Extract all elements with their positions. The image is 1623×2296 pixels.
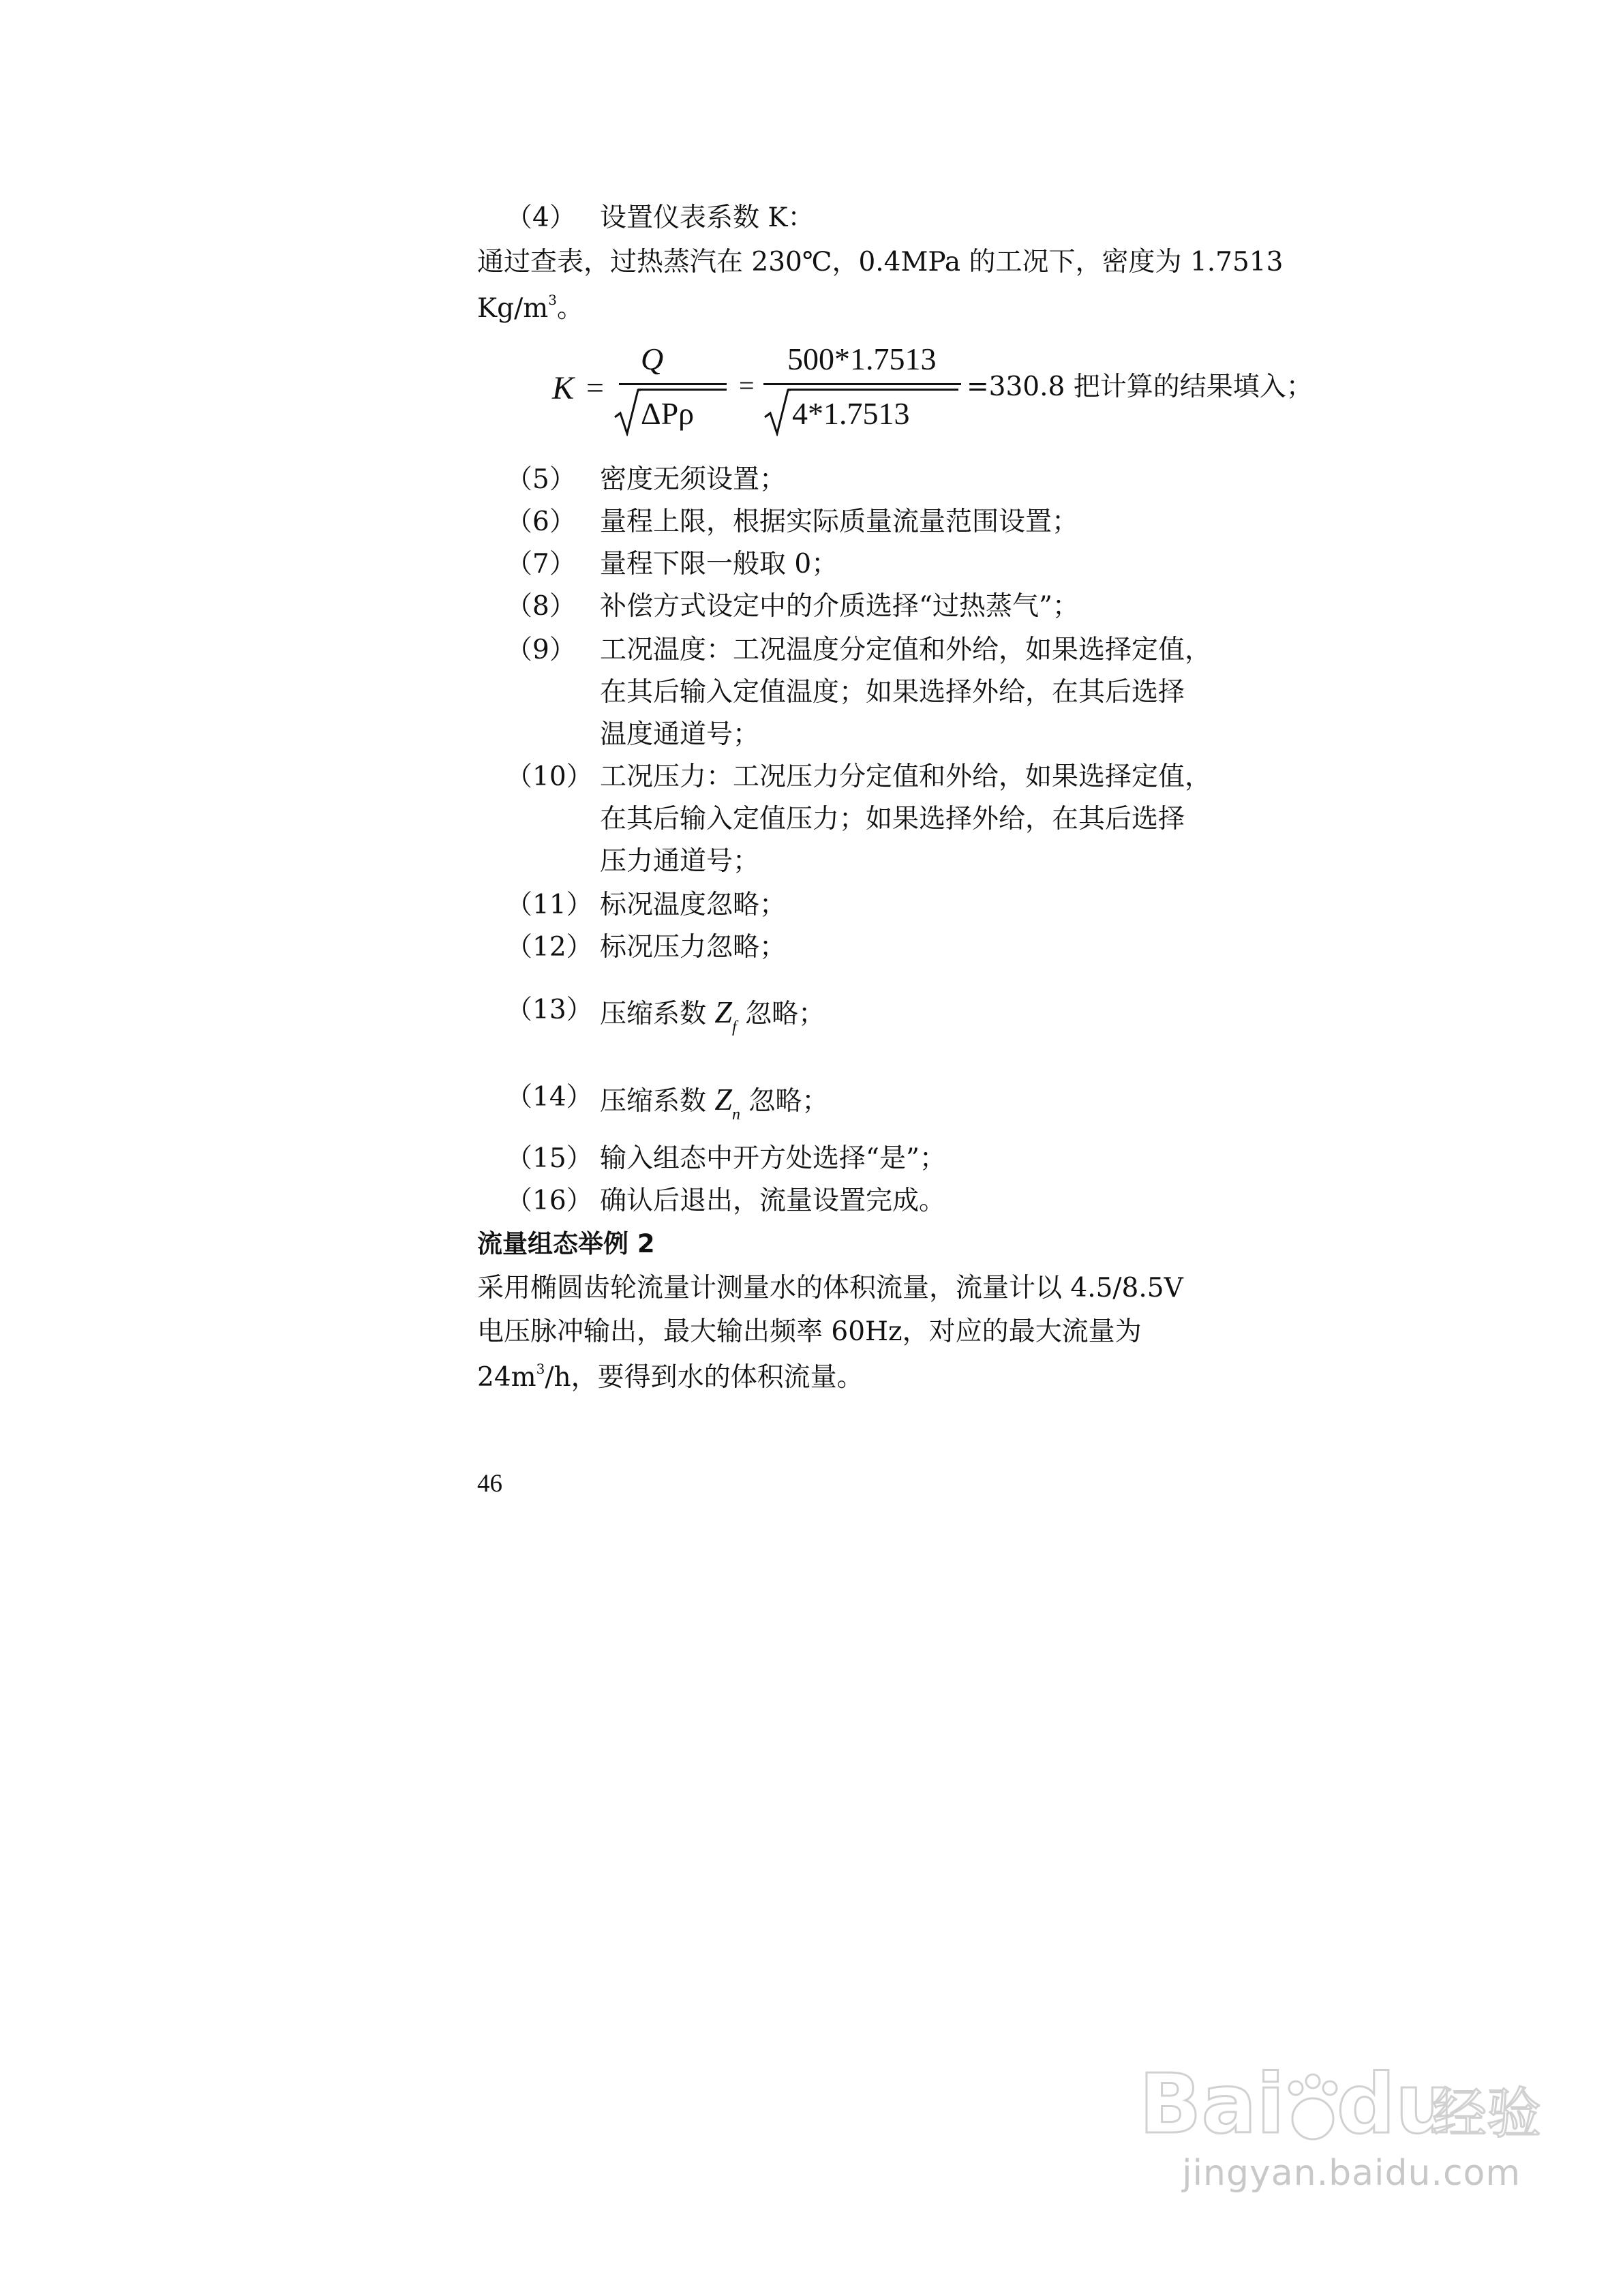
page-number: 46: [477, 1470, 502, 1498]
formula-numerator-2: 500*1.7513: [787, 342, 937, 376]
svg-text:Bai: Bai: [1139, 2057, 1285, 2152]
item-12-text: 标况压力忽略；: [600, 932, 787, 963]
item-10-number: （10）: [506, 761, 593, 792]
item-14-z: Z: [714, 1082, 732, 1117]
item-4-text: 设置仪表系数 K：: [600, 202, 815, 233]
item-16-number: （16）: [506, 1185, 593, 1216]
item-11-number: （11）: [506, 890, 593, 920]
item-13-number: （13）: [506, 995, 593, 1025]
formula-k: K: [552, 370, 575, 406]
item-8-number: （8）: [506, 591, 576, 622]
svg-text:经验: 经验: [1432, 2082, 1541, 2145]
item-13-text: 压缩系数 $Z_f$ 忽略；: [600, 995, 825, 1036]
item-5-number: （5）: [506, 464, 576, 495]
item-15-number: （15）: [506, 1143, 593, 1174]
formula-fraction-bar-1: [619, 383, 727, 385]
item-9-line-3: 温度通道号；: [600, 719, 760, 750]
formula-sqrt-overline-2: [788, 389, 958, 391]
svg-text:du: du: [1337, 2057, 1454, 2152]
density-paragraph-line-1: 通过查表，过热蒸汽在 230℃，0.4MPa 的工况下，密度为 1.7513: [477, 247, 1284, 277]
item-14-text: 压缩系数 $Z_n$ 忽略；: [600, 1082, 829, 1123]
example-2-line-3: $24m^3/h$，要得到水的体积流量。: [477, 1361, 864, 1393]
formula-denominator-2: 4*1.7513: [792, 396, 910, 431]
k-factor-formula: [539, 341, 1313, 436]
item-14-number: （14）: [506, 1082, 593, 1113]
formula-equals-1: =: [586, 370, 604, 405]
item-7-number: （7）: [506, 549, 576, 579]
paw-icon: [1289, 2074, 1337, 2139]
item-7-text: 量程下限一般取 0；: [600, 549, 838, 579]
formula-numerator-q: Q: [641, 342, 664, 376]
item-9-number: （9）: [506, 635, 576, 665]
item-5-text: 密度无须设置；: [600, 464, 787, 495]
item-16-text: 确认后退出，流量设置完成。: [600, 1185, 946, 1216]
item-9-line-1: 工况温度：工况温度分定值和外给，如果选择定值，: [600, 635, 1212, 665]
item-10-line-1: 工况压力：工况压力分定值和外给，如果选择定值，: [600, 761, 1212, 792]
density-paragraph-line-2: $Kg/m^3$。: [477, 292, 583, 324]
item-15-text: 输入组态中开方处选择“是”；: [600, 1143, 946, 1174]
item-6-number: （6）: [506, 507, 576, 537]
formula-sqrt-overline-1: [638, 389, 727, 391]
item-10-line-2: 在其后输入定值压力；如果选择外给，在其后选择: [600, 804, 1185, 834]
formula-sqrt-symbol-1: [613, 387, 641, 436]
item-9-line-2: 在其后输入定值温度；如果选择外给，在其后选择: [600, 677, 1185, 708]
example-2-heading: 流量组态举例 2: [477, 1229, 655, 1258]
item-13-z: Z: [714, 995, 732, 1029]
formula-result: =330.8 把计算的结果填入；: [967, 372, 1313, 402]
item-12-number: （12）: [506, 932, 593, 963]
item-4-number: （4）: [506, 202, 576, 233]
item-6-text: 量程上限，根据实际质量流量范围设置；: [600, 507, 1079, 537]
watermark-url: jingyan.baidu.com: [1182, 2153, 1521, 2194]
formula-fraction-bar-2: [763, 383, 961, 385]
formula-sqrt-symbol-2: [763, 387, 791, 436]
formula-denominator-1: ΔPρ: [641, 396, 695, 431]
item-11-text: 标况温度忽略；: [600, 890, 787, 920]
item-10-line-3: 压力通道号；: [600, 846, 760, 877]
example-2-line-1: 采用椭圆齿轮流量计测量水的体积流量，流量计以 4.5/8.5V: [477, 1273, 1183, 1303]
item-8-text: 补偿方式设定中的介质选择“过热蒸气”；: [600, 591, 1079, 622]
formula-equals-2: =: [739, 370, 755, 401]
example-2-line-2: 电压脉冲输出，最大输出频率 60Hz，对应的最大流量为: [477, 1316, 1142, 1347]
